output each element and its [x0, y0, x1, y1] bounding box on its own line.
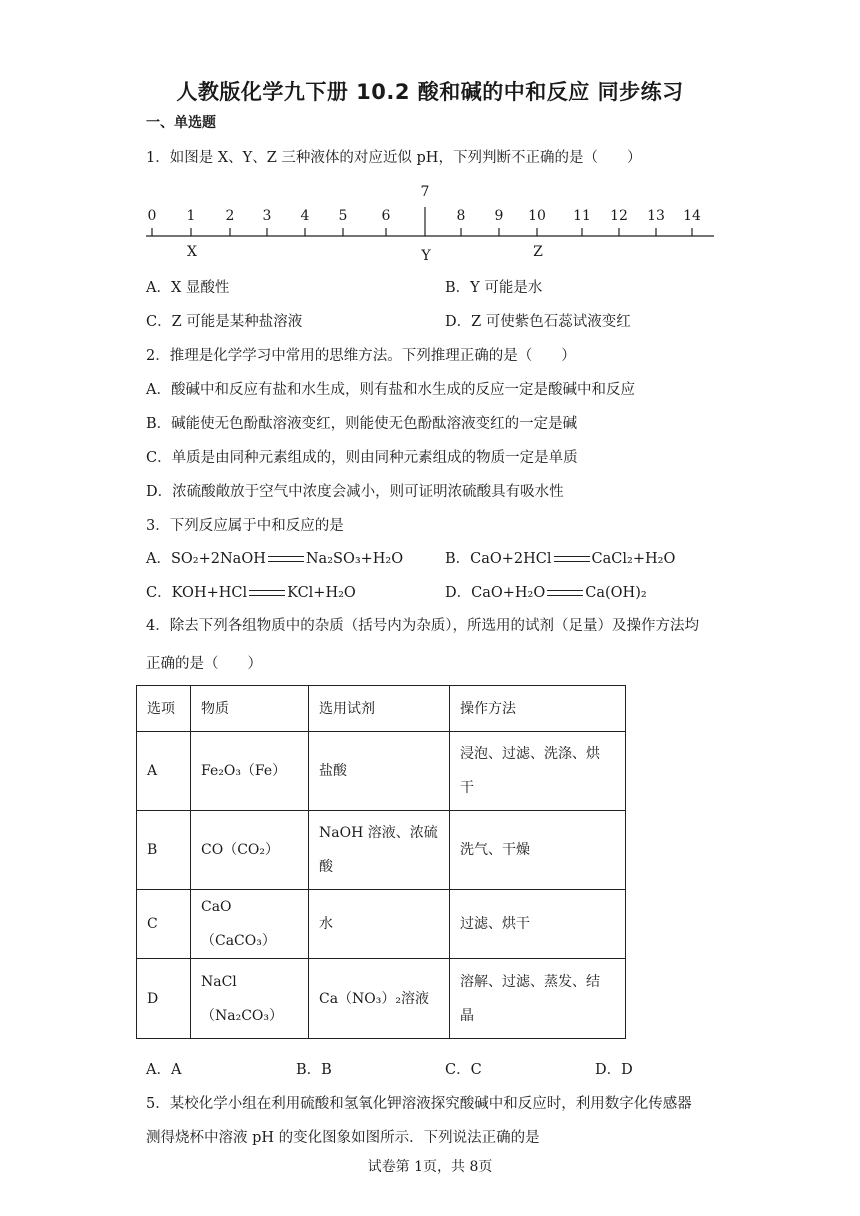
cell-line: 干 [460, 780, 474, 796]
ph-marker-label: X [187, 244, 197, 260]
table-cell: 水 [309, 890, 450, 959]
q2-option-c: C．单质是由同种元素组成的，则由同种元素组成的物质一定是单质 [146, 450, 578, 466]
table-cell: D [137, 959, 191, 1039]
cell-line: 溶解、过滤、蒸发、结 [460, 973, 600, 990]
table-cell: CaO（CaCO₃） [191, 890, 309, 959]
q3-option-b-reactants: CaO+2HCl [470, 551, 552, 567]
table-cell: NaCl（Na₂CO₃） [191, 959, 309, 1039]
q1-option-a: A．X 显酸性 [146, 280, 230, 296]
q3-option-c-reactants: KOH+HCl [171, 585, 248, 601]
q4-table [136, 685, 626, 1039]
q3-option-a-products: Na₂SO₃+H₂O [305, 551, 404, 567]
table-row [137, 732, 626, 811]
question-5-stem-line1: 5．某校化学小组在利用硫酸和氢氧化钾溶液探究酸碱中和反应时，利用数字化传感器 [146, 1096, 692, 1112]
q1-option-c: C．Z 可能是某种盐溶液 [146, 314, 303, 330]
q4-option-c: C．C [445, 1062, 482, 1078]
equals-sign-icon [554, 556, 590, 562]
section-heading: 一、单选题 [146, 115, 216, 131]
table-cell: 盐酸 [309, 732, 450, 811]
q4-option-d: D．D [595, 1062, 633, 1078]
ph-marker-label: Z [533, 244, 543, 260]
q2-option-b: B．碱能使无色酚酞溶液变红，则能使无色酚酞溶液变红的一定是碱 [146, 416, 578, 432]
table-cell [309, 811, 450, 890]
table-header-cell: 物质 [191, 686, 309, 732]
q2-option-d: D．浓硫酸敞放于空气中浓度会减小，则可证明浓硫酸具有吸水性 [146, 484, 564, 500]
ph-tick-label: 1 [186, 208, 196, 224]
table-cell: Ca（NO₃）₂溶液 [309, 959, 450, 1039]
table-cell: 洗气、干燥 [450, 811, 626, 890]
q3-option-a [146, 547, 403, 568]
q3-option-d-products: Ca(OH)₂ [585, 585, 647, 601]
ph-tick-label: 3 [262, 208, 272, 224]
ph-tick-label: 5 [338, 208, 348, 224]
ph-tick-label: 12 [610, 208, 628, 224]
question-2-stem: 2．推理是化学学习中常用的思维方法。下列推理正确的是（ ） [146, 348, 576, 364]
equals-sign-icon [249, 590, 285, 596]
ph-tick-label: 8 [456, 208, 466, 224]
q3-option-a-label: A． [146, 551, 171, 567]
table-cell [450, 959, 626, 1039]
q3-option-b-products: CaCl₂+H₂O [591, 551, 676, 567]
q2-option-a: A．酸碱中和反应有盐和水生成，则有盐和水生成的反应一定是酸碱中和反应 [146, 382, 635, 398]
question-4-stem-line2: 正确的是（ ） [146, 656, 262, 672]
page-footer: 试卷第 1页，共 8页 [367, 1159, 493, 1175]
question-4-stem-line1: 4．除去下列各组物质中的杂质（括号内为杂质），所选用的试剂（足量）及操作方法均 [146, 618, 699, 634]
ph-tick-label: 13 [647, 208, 665, 224]
ph-tick-label: 4 [300, 208, 310, 224]
ph-tick-label: 7 [420, 184, 430, 200]
cell-line: 晶 [460, 1007, 474, 1024]
q4-option-a: A．A [146, 1062, 182, 1078]
table-header-cell: 操作方法 [450, 686, 626, 732]
cell-line: 浸泡、过滤、洗涤、烘 [460, 746, 600, 762]
question-5-stem-line2: 测得烧杯中溶液 pH 的变化图象如图所示．下列说法正确的是 [146, 1130, 540, 1146]
ph-tick-label: 11 [573, 208, 591, 224]
ph-tick-label: 6 [381, 208, 391, 224]
ph-marker-label: Y [421, 248, 431, 264]
q3-option-b-label: B． [445, 551, 471, 567]
q3-option-b [445, 547, 675, 568]
ph-number-line [140, 180, 730, 266]
ph-tick-label: 0 [147, 208, 157, 224]
q1-option-b: B．Y 可能是水 [445, 280, 543, 296]
q3-option-c-label: C． [146, 585, 172, 601]
equals-sign-icon [547, 590, 583, 596]
table-cell: Fe₂O₃（Fe） [191, 732, 309, 811]
q3-option-c-products: KCl+H₂O [287, 585, 356, 601]
table-cell [450, 732, 626, 811]
page-title: 人教版化学九下册 10.2 酸和碱的中和反应 同步练习 [176, 80, 684, 104]
question-3-stem: 3．下列反应属于中和反应的是 [146, 518, 344, 534]
ph-tick-label: 9 [494, 208, 504, 224]
table-cell: 过滤、烘干 [450, 890, 626, 959]
table-header-cell: 选用试剂 [309, 686, 450, 732]
table-cell: CO（CO₂） [191, 811, 309, 890]
q3-option-d-label: D． [445, 585, 472, 601]
table-cell: C [137, 890, 191, 959]
table-cell: B [137, 811, 191, 890]
table-row [137, 959, 626, 1039]
q3-option-a-reactants: SO₂+2NaOH [170, 551, 266, 567]
cell-line: NaOH 溶液、浓硫 [319, 825, 438, 841]
table-header-cell: 选项 [137, 686, 191, 732]
question-1-stem: 1．如图是 X、Y、Z 三种液体的对应近似 pH，下列判断不正确的是（ ） [146, 150, 642, 166]
q3-option-d-reactants: CaO+H₂O [471, 585, 546, 601]
q4-option-b: B．B [296, 1062, 332, 1078]
table-cell: A [137, 732, 191, 811]
q3-option-d [445, 581, 647, 602]
cell-line: 酸 [319, 859, 333, 875]
table-header-row [137, 686, 626, 732]
ph-tick-label: 10 [528, 208, 546, 224]
q1-option-d: D．Z 可使紫色石蕊试液变红 [445, 314, 631, 330]
table-row [137, 811, 626, 890]
ph-tick-label: 2 [225, 208, 235, 224]
ph-tick-label: 14 [683, 208, 701, 224]
equals-sign-icon [268, 556, 304, 562]
table-row [137, 890, 626, 959]
q3-option-c [146, 581, 356, 602]
